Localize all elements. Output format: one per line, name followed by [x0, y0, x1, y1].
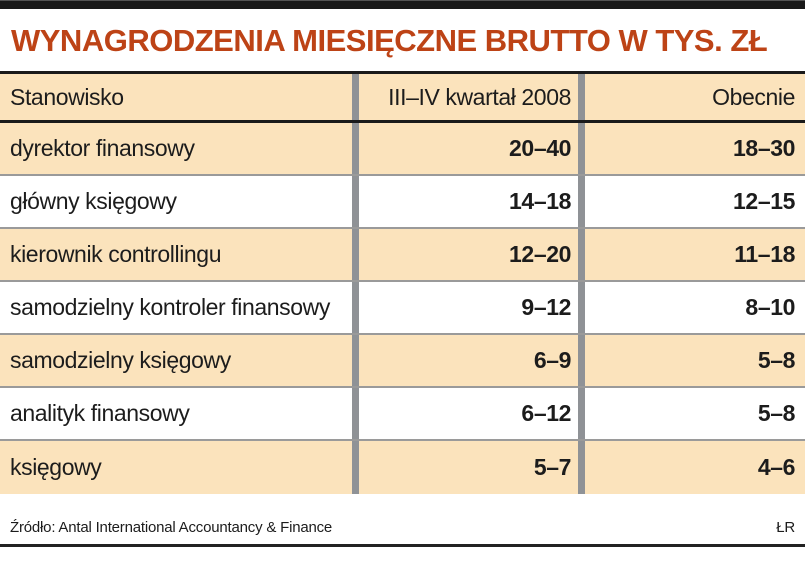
column-header-obecnie: Obecnie: [578, 74, 805, 120]
q2008-cell: 5–7: [352, 441, 578, 494]
table-row: [0, 229, 805, 282]
q2008-cell: 12–20: [352, 229, 578, 280]
table-row: [0, 176, 805, 229]
q2008-cell: 9–12: [352, 282, 578, 333]
q2008-cell: 6–9: [352, 335, 578, 386]
q2008-cell: 6–12: [352, 388, 578, 439]
source-text: Źródło: Antal International Accountancy & Finance: [10, 519, 333, 536]
position-cell: główny księgowy: [10, 188, 177, 214]
top-rule: [0, 0, 805, 9]
table-row: [0, 441, 805, 494]
position-cell: analityk finansowy: [10, 400, 190, 426]
position-cell: dyrektor finansowy: [10, 135, 195, 161]
page-title: WYNAGRODZENIA MIESIĘCZNE BRUTTO W TYS. ZŁ: [11, 23, 768, 58]
footer: [0, 519, 805, 547]
current-cell: 8–10: [578, 282, 805, 333]
q2008-cell: 14–18: [352, 176, 578, 227]
column-header-stanowisko: Stanowisko: [10, 83, 124, 110]
position-cell: księgowy: [10, 454, 102, 480]
position-cell: samodzielny księgowy: [10, 347, 231, 373]
current-cell: 12–15: [578, 176, 805, 227]
position-cell: kierownik controllingu: [10, 241, 222, 267]
current-cell: 4–6: [578, 441, 805, 494]
column-header-q3-q4-2008: III–IV kwartał 2008: [352, 74, 578, 120]
current-cell: 11–18: [578, 229, 805, 280]
salary-table: [0, 71, 805, 494]
table-row: [0, 123, 805, 176]
current-cell: 18–30: [578, 123, 805, 174]
table-row: [0, 335, 805, 388]
table-row: [0, 282, 805, 335]
table-row: [0, 388, 805, 441]
table-header-row: [0, 74, 805, 123]
position-cell: samodzielny kontroler finansowy: [10, 294, 330, 320]
q2008-cell: 20–40: [352, 123, 578, 174]
current-cell: 5–8: [578, 388, 805, 439]
current-cell: 5–8: [578, 335, 805, 386]
credit-initials: ŁR: [776, 519, 795, 536]
